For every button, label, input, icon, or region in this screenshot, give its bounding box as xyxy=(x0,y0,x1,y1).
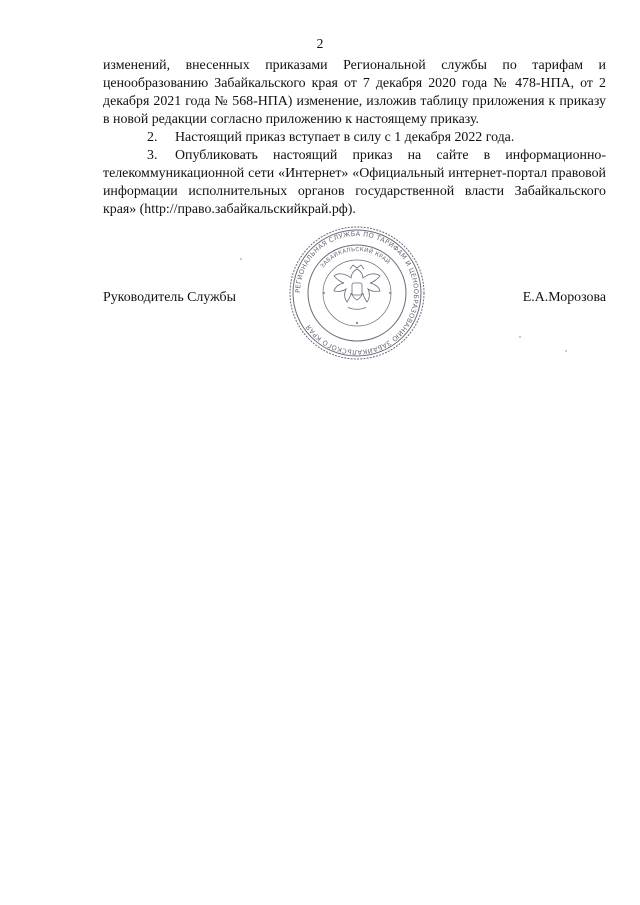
scan-speck xyxy=(565,350,567,352)
seal-outer-text: РЕГИОНАЛЬНАЯ СЛУЖБА ПО ТАРИФАМ И ЦЕНООБРАЗОВАНИЮ ЗАБАЙКАЛЬСКОГО КРАЯ xyxy=(293,229,421,357)
paragraph-continuation: изменений, внесенных приказами Региональной службы по тарифам и ценообразованию Забайкальского края от 7 декабря 2020 года № 478-НПА, от 2 декабря 2021 года № 568-НПА) изменение, изложив таблицу приложения к приказу в новой редакции согласно приложению к настоящему приказу. xyxy=(103,58,606,127)
official-seal-stamp xyxy=(288,225,426,361)
paragraph-item-3 xyxy=(103,147,606,219)
signatory-name: Е.А.Морозова xyxy=(522,290,606,305)
document-body xyxy=(103,57,606,219)
paragraph-item-2 xyxy=(103,129,606,147)
coat-of-arms-emblem xyxy=(334,265,380,309)
signatory-role: Руководитель Службы xyxy=(103,290,236,305)
scan-speck xyxy=(240,258,242,260)
seal-inner-text: ЗАБАЙКАЛЬСКИЙ КРАЙ xyxy=(319,246,391,270)
item-2-text: Настоящий приказ вступает в силу с 1 декабря 2022 года. xyxy=(175,130,515,145)
item-3-text: Опубликовать настоящий приказ на сайте в информационно-телекоммуникационной сети «Интернет» «Официальный интернет-портал правовой информации исполнительных органов государственной власти Забайкальского края» (http://право.забайкальскийкрай.рф). xyxy=(103,148,606,217)
item-2-number: 2. xyxy=(147,130,158,145)
scan-speck xyxy=(519,336,521,338)
item-3-number: 3. xyxy=(147,148,158,163)
page-number: 2 xyxy=(316,36,324,51)
